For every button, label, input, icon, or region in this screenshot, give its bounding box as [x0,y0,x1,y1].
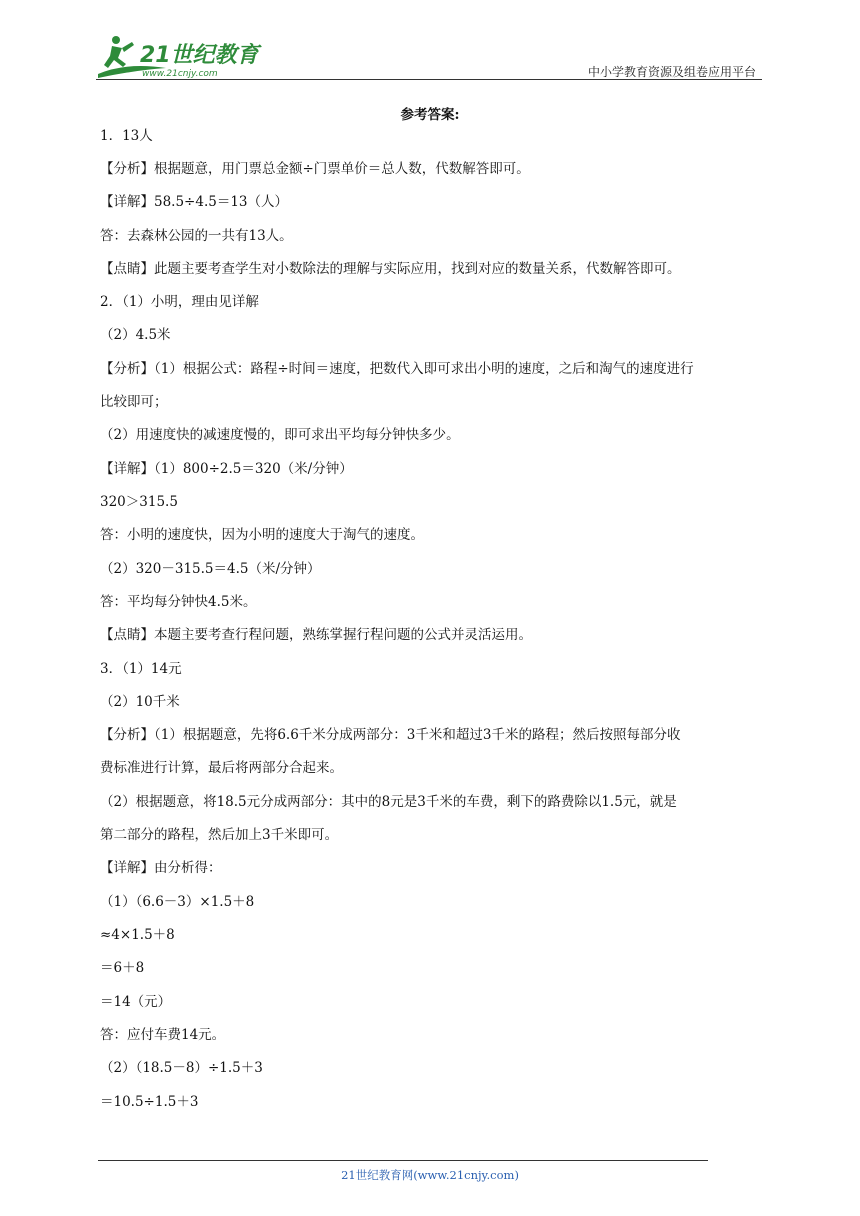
answer-line: 【详解】（1）800÷2.5＝320（米/分钟） [100,461,353,477]
answer-line: （2）10千米 [100,694,180,710]
answer-line: 答：去森林公园的一共有13人。 [100,228,293,244]
answer-line: 【详解】由分析得： [100,860,222,876]
logo-url: www.21cnjy.com [142,69,218,78]
header-platform-name: 中小学教育资源及组卷应用平台 [587,65,756,79]
answer-line: 费标准进行计算，最后将两部分合起来。 [100,760,343,776]
answer-line: 【分析】（1）根据公式：路程÷时间＝速度，把数代入即可求出小明的速度，之后和淘气的速度进行 [100,361,694,377]
answer-line: （2）（18.5－8）÷1.5＋3 [100,1060,263,1076]
answer-line: 320＞315.5 [100,494,178,510]
answer-line: 2．（1）小明，理由见详解 [100,294,259,310]
answer-line: ≈4×1.5＋8 [100,927,175,943]
answer-line: （2）根据题意，将18.5元分成两部分：其中的8元是3千米的车费，剩下的路费除以1.5元，就是 [100,794,677,810]
header-divider [96,79,762,80]
answer-line: 【分析】根据题意，用门票总金额÷门票单价＝总人数，代数解答即可。 [100,161,530,177]
logo [96,34,266,78]
answer-line: 【点睛】此题主要考查学生对小数除法的理解与实际应用，找到对应的数量关系，代数解答即可。 [100,261,681,277]
answer-line: ＝14（元） [100,994,172,1010]
answer-line: 答：平均每分钟快4.5米。 [100,594,257,610]
answer-line: 【点睛】本题主要考查行程问题，熟练掌握行程问题的公式并灵活运用。 [100,627,532,643]
answer-line: （1）（6.6－3）×1.5＋8 [100,894,255,910]
footer-link[interactable]: 21世纪教育网(www.21cnjy.com) [341,1168,519,1182]
answer-line: 3．（1）14元 [100,661,182,677]
answer-line: 【详解】58.5÷4.5＝13（人） [100,194,289,210]
answer-line: 【分析】（1）根据题意，先将6.6千米分成两部分：3千米和超过3千米的路程；然后按照每部分收 [100,727,681,743]
answer-line: （2）用速度快的减速度慢的，即可求出平均每分钟快多少。 [100,427,460,443]
footer-divider [98,1160,708,1161]
page-title: 参考答案: [400,107,460,123]
answer-line: （2）4.5米 [100,327,171,343]
answer-line: 比较即可； [100,394,168,410]
answer-line: ＝6＋8 [100,960,145,976]
answer-line: 答：小明的速度快，因为小明的速度大于淘气的速度。 [100,527,424,543]
answer-line: 1．13人 [100,128,153,144]
answer-line: 第二部分的路程，然后加上3千米即可。 [100,827,339,843]
logo-text: 21世纪教育 [140,43,259,68]
answer-line: ＝10.5÷1.5＋3 [100,1094,199,1110]
page-header [96,30,762,80]
answer-line: （2）320－315.5＝4.5（米/分钟） [100,561,321,577]
answer-line: 答：应付车费14元。 [100,1027,226,1043]
